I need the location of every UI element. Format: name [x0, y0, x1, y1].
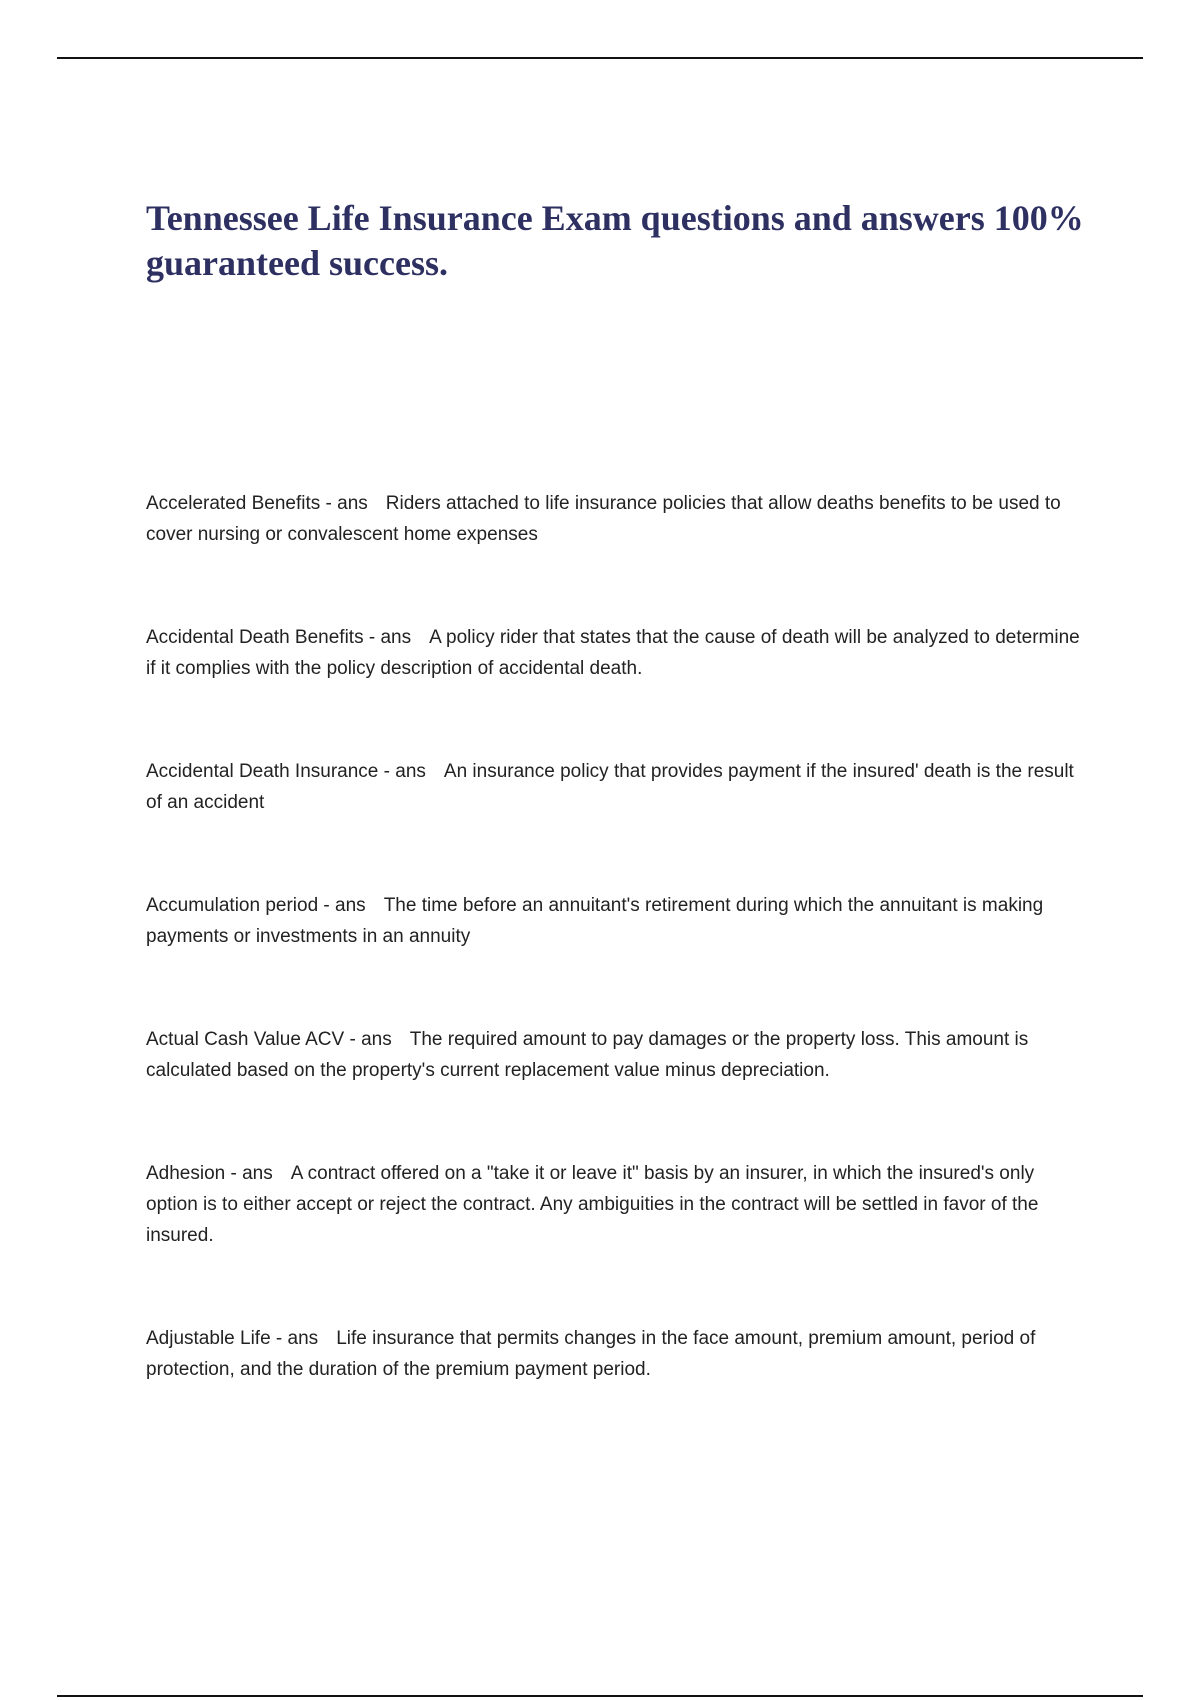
entry-definition: Life insurance that permits changes in the face amount, premium amount, period of protection, and the duration of the premium payment period. — [146, 1328, 1036, 1380]
entry-term: Actual Cash Value ACV — [146, 1029, 345, 1050]
qa-entry — [146, 890, 1086, 952]
entry-answer-marker: - ans — [363, 627, 412, 648]
entry-definition: An insurance policy that provides payment if the insured' death is the result of an accident — [146, 761, 1074, 813]
entry-term: Adhesion — [146, 1163, 226, 1184]
entry-definition: A policy rider that states that the cause of death will be analyzed to determine if it complies with the policy description of accidental death. — [146, 627, 1080, 679]
header-rule — [57, 57, 1143, 59]
entry-definition: The time before an annuitant's retirement during which the annuitant is making payments or investments in an annuity — [146, 895, 1044, 947]
entry-term: Accidental Death Insurance — [146, 761, 379, 782]
qa-entry — [146, 488, 1086, 550]
page-title: Tennessee Life Insurance Exam questions and answers 100% guaranteed success. — [146, 198, 1084, 283]
entry-term: Accelerated Benefits — [146, 493, 321, 514]
entry-answer-marker: - ans — [225, 1163, 273, 1184]
entry-term: Accumulation period — [146, 895, 319, 916]
qa-entry — [146, 1323, 1086, 1385]
entry-answer-marker: - ans — [344, 1029, 392, 1050]
qa-entry — [146, 1158, 1086, 1251]
qa-entry — [146, 756, 1086, 818]
qa-entry — [146, 622, 1086, 684]
entry-term: Accidental Death Benefits — [146, 627, 364, 648]
entry-answer-marker: - ans — [320, 493, 368, 514]
entry-answer-marker: - ans — [270, 1328, 319, 1349]
entry-answer-marker: - ans — [318, 895, 366, 916]
footer-rule — [57, 1695, 1143, 1697]
entry-definition: A contract offered on a "take it or leave it" basis by an insurer, in which the insured's only option is to either accept or reject the contract. Any ambiguities in the contract will be settled in favor of the insured. — [146, 1163, 1039, 1246]
entry-answer-marker: - ans — [378, 761, 426, 782]
entry-definition: Riders attached to life insurance policies that allow deaths benefits to be used to cover nursing or convalescent home expenses — [146, 493, 1061, 545]
entry-definition: The required amount to pay damages or the property loss. This amount is calculated based on the property's current replacement value minus depreciation. — [146, 1029, 1029, 1081]
qa-entry — [146, 1024, 1086, 1086]
qa-list — [146, 488, 1086, 1457]
entry-term: Adjustable Life — [146, 1328, 271, 1349]
